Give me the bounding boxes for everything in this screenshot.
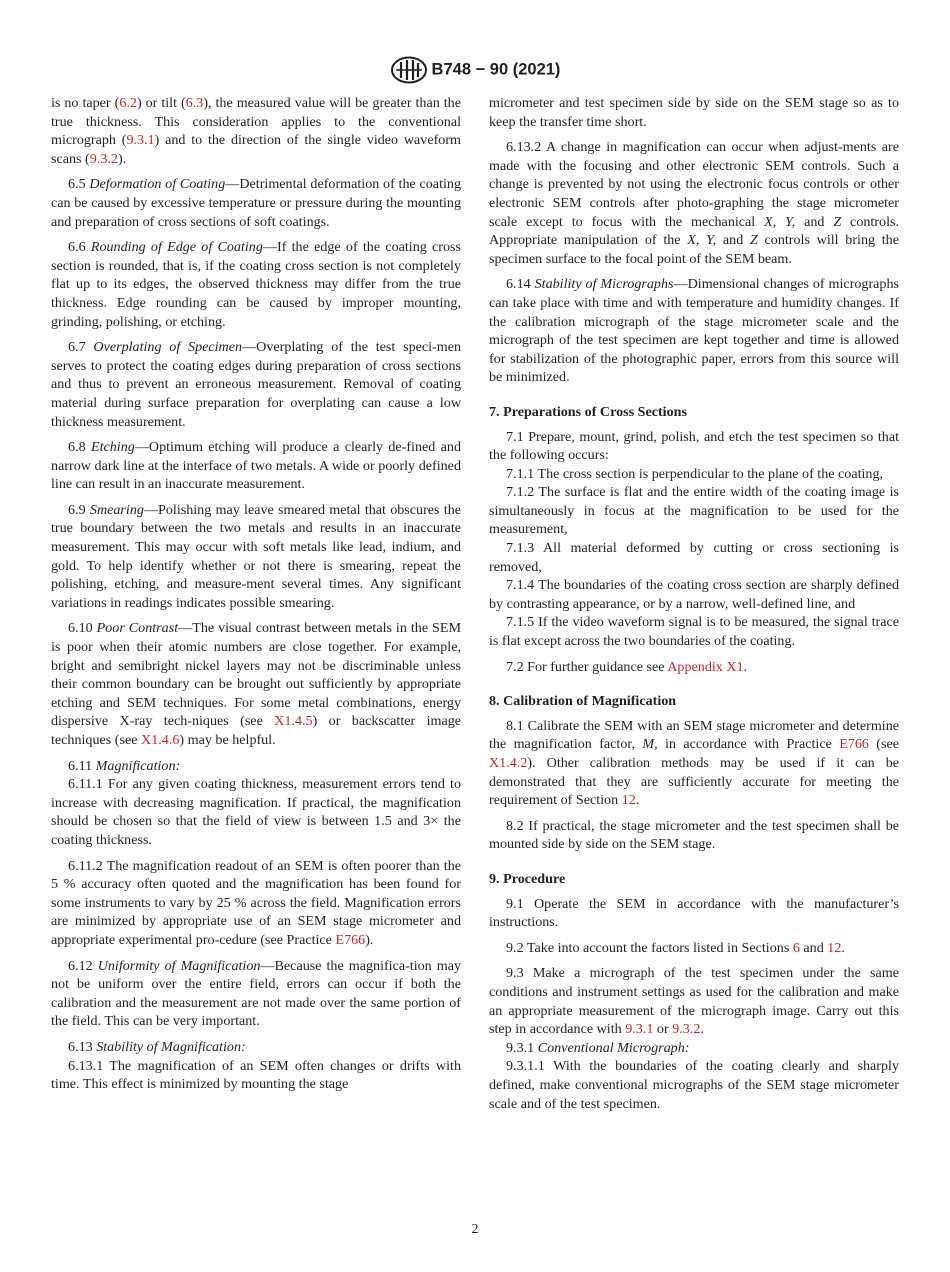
ref-link[interactable]: 12 [621,792,636,809]
paragraph-6-11-1: 6.11.1 For any given coating thickness, measurement errors tend to increase with decreasing magnification. If practical, the magnification should be chosen so that the field of view is between 1.5 and 3× the coating thickness. [51,776,461,848]
paragraph-6-6: 6.6 Rounding of Edge of Coating—If the edge of the coating cross section is rounded, that is, if the coating cross section is not completely flat up to its edges, the observed thickness may differ from the true thickness. Edge rounding can be caused by improper mounting, grinding, polishing, or etching. [51,239,462,330]
paragraph-6-10: 6.10 Poor Contrast—The visual contrast between metals in the SEM is poor when their atomic numbers are close together. For example, bright and semibright nickel layers may not be discriminable unless their common boundary can be brought out sufficiently by appropriate etching and SEM techniques. For some metal combinations, energy dispersive X-ray tech-niques (see X1.4.5) or backscatter image techniques (see X1.4.6) may be helpful. [51,620,462,748]
paragraph-9-1: 9.1 Operate the SEM in accordance with the manufacturer’s instructions. [489,895,899,931]
paragraph-6-7: 6.7 Overplating of Specimen—Overplating of the test speci-men serves to protect the coating edges during preparation of cross sections and thus to prevent an erroneous measurement. Removal of coating material during surface preparation for overplating can cause a low thickness measurement. [51,339,462,430]
paragraph-6-13: 6.13 Stability of Magnification: [68,1038,246,1055]
paragraph-9-2: 9.2 Take into account the factors listed in Sections 6 and 12. [506,939,845,956]
standard-designation: B748 − 90 (2021) [431,60,561,79]
page-header [0,56,950,84]
paragraph-6-8: 6.8 Etching—Optimum etching will produce a clearly de-fined and narrow dark line at the interface of two metals. A wide or poorly defined line can result in an inaccurate measurement. [51,439,462,493]
ref-link[interactable]: 6.3 [185,95,204,111]
paragraph-continued: is no taper (6.2) or tilt (6.3), the measured value will be greater than the true thickness. This consideration applies to the conventional micrograph (9.3.1) and to the direction of the single video waveform scans (9.3.2). [51,95,461,167]
paragraph-continued: micrometer and test specimen side by side on the SEM stage so as to keep the transfer time short. [489,95,899,130]
ref-link[interactable]: 6.2 [119,95,137,111]
paragraph-9-3: 9.3 Make a micrograph of the test specimen under the same conditions and instrument settings as used for the calibration and make an appropriate measurement of the micrograph image. Carry out this step in accordance with 9.3.1 or 9.3.2. [489,965,899,1038]
ref-link[interactable]: 9.3.2 [672,1021,701,1038]
paragraph-6-13-1: 6.13.1 The magnification of an SEM often changes or drifts with time. This effect is minimized by mounting the stage [51,1057,461,1093]
paragraph-7-1-2: 7.1.2 The surface is flat and the entire width of the coating image is simultaneously in focus at the magnification to be used for the measurement, [489,484,899,538]
ref-link[interactable]: 9.3.1 [126,132,155,149]
paragraph-6-14: 6.14 Stability of Micrographs—Dimensional changes of micrographs can take place with time and with temperature and humidity changes. If the calibration micrograph of the stage micrometer scale and the micrograph of the test specimen are kept together and time is allowed for stabilization of the photographic paper, errors from this source will be minimized. [489,276,900,386]
paragraph-7-1-3: 7.1.3 All material deformed by cutting or cross sectioning is removed, [489,540,899,575]
left-column [51,94,461,1101]
paragraph-6-11-2: 6.11.2 The magnification readout of an SEM is often poorer than the 5 % accuracy often quoted and the magnification has been found for some instruments to vary by 25 % across the field. Magnification errors are minimized by appropriate use of an SEM stage micrometer and appropriate experimental pro-cedure (see Practice E766). [51,857,461,948]
right-column [489,94,899,1120]
astm-logo-icon [390,56,428,84]
ref-link[interactable]: X1.4.5 [274,713,313,730]
paragraph-7-1-1: 7.1.1 The cross section is perpendicular to the plane of the coating, [506,465,884,482]
paragraph-7-1-5: 7.1.5 If the video waveform signal is to be measured, the signal trace is flat except across the two boundaries of the coating. [489,614,899,650]
paragraph-6-13-2: 6.13.2 A change in magnification can occur when adjust-ments are made with the focusing and other electronic SEM controls. Such a change is prevented by not using the electronic focus controls or other electronic SEM controls after photo-graphing the stage micrometer scale except to focus with the mechanical X, Y, and Z controls. Appropriate manipulation of the X, Y, and Z controls will bring the specimen surface to the focal point of the SEM beam. [489,139,899,267]
ref-link[interactable]: Appendix X1 [667,658,744,675]
paragraph-6-5: 6.5 Deformation of Coating—Detrimental deformation of the coating can be caused by excessive temperature or pressure during the mounting and preparation of cross sections of soft coatings. [51,176,461,230]
paragraph-8-2: 8.2 If practical, the stage micrometer and the test specimen shall be mounted side by side on the SEM stage. [489,817,899,853]
ref-link[interactable]: E766 [839,736,869,753]
page-number: 2 [471,1222,479,1237]
paragraph-7-2: 7.2 For further guidance see Appendix X1. [506,658,748,675]
ref-link[interactable]: E766 [335,931,366,948]
paragraph-8-1: 8.1 Calibrate the SEM with an SEM stage micrometer and determine the magnification factor, M, in accordance with Practice E766 (see X1.4.2). Other calibration methods may be used if it can be demonstrated that they are sufficiently accurate for meeting the requirement of Section 12. [489,717,899,809]
ref-link[interactable]: X1.4.6 [141,732,180,748]
paragraph-7-1: 7.1 Prepare, mount, grind, polish, and etch the test specimen so that the following occurs: [489,428,899,464]
ref-link[interactable]: X1.4.2 [489,755,528,771]
ref-link[interactable]: 9.3.2 [89,150,118,167]
paragraph-6-12: 6.12 Uniformity of Magnification—Because the magnifica-tion may not be uniform over the entire field, errors can occur if both the calibration and the measurement are not made over the same portion of the field. This can be very important. [51,957,462,1030]
ref-link[interactable]: 6 [792,939,800,956]
paragraph-7-1-4: 7.1.4 The boundaries of the coating cross section are sharply defined by contrasting appearance, or by a narrow, well-defined line, and [489,577,899,612]
section-8-heading: 8. Calibration of Magnification [489,693,677,710]
paragraph-6-9: 6.9 Smearing—Polishing may leave smeared metal that obscures the true boundary between the two metals and results in an inaccurate measurement. This may occur with soft metals like lead, indium, and gold. To help identify whether or not there is smearing, repeat the polishing, etching, and measure-ment several times. Any significant variations in readings indicates possible smearing. [51,501,462,611]
ref-link[interactable]: 9.3.1 [625,1021,654,1038]
paragraph-9-3-1: 9.3.1 Conventional Micrograph: [506,1039,690,1056]
section-9-heading: 9. Procedure [489,870,566,887]
paragraph-9-3-1-1: 9.3.1.1 With the boundaries of the coating clearly and sharply defined, make conventional micrographs of the SEM stage micrometer scale and of the test specimen. [489,1058,899,1112]
section-7-heading: 7. Preparations of Cross Sections [489,403,687,420]
ref-link[interactable]: 12 [827,939,842,956]
paragraph-6-11: 6.11 Magnification: [68,757,181,774]
